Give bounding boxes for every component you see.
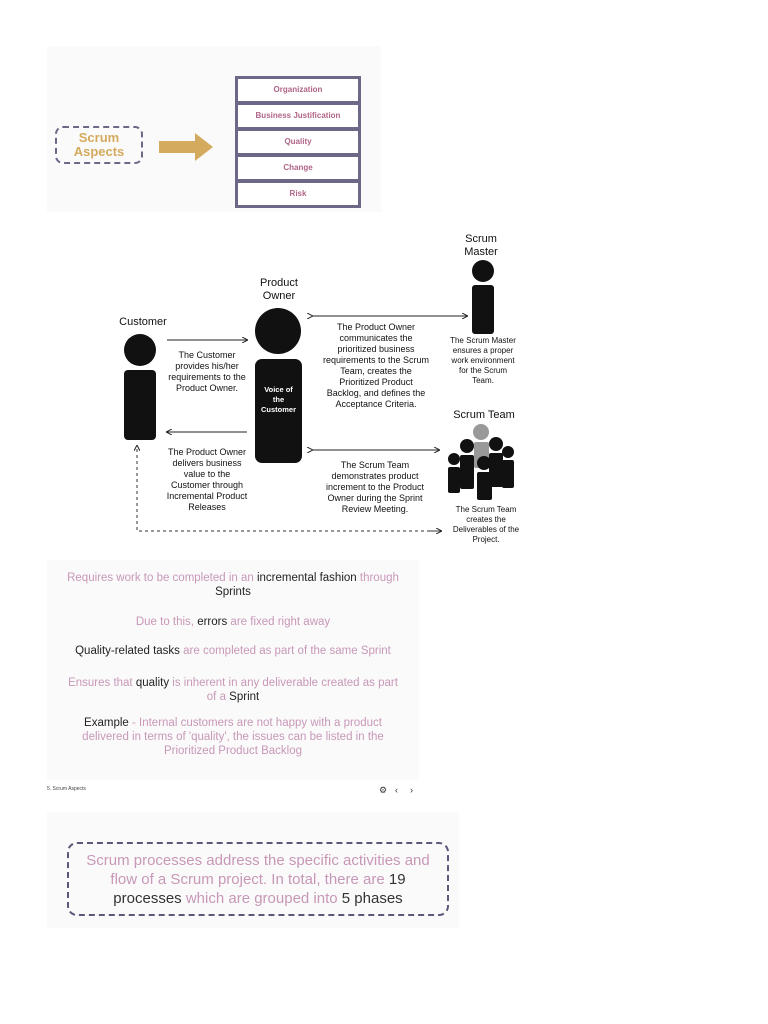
text-line: Deliverables of the [452,525,520,534]
text-span: is inherent in any deliverable created as part [169,677,398,689]
customer-to-po-text [155,350,259,394]
text-line: provides his/her [175,361,239,371]
text-line: prioritized business [337,344,415,354]
text-line: Review Meeting. [341,504,409,514]
aspect-business-justification: Business Justification [235,102,361,130]
aspect-change: Change [235,154,361,182]
scrum-aspects-figure [47,46,381,212]
scrum-processes-slide [47,812,459,928]
scrum-master-title [450,233,512,259]
text-line: delivers business [172,458,242,468]
text-span: through [356,572,399,584]
text-line: Backlog, and defines the [326,388,426,398]
text-span: quality [135,677,170,689]
text-line: Team. [472,376,494,385]
product-owner-title-line1: Product [260,277,298,289]
scrum-master-title-line1: Scrum [465,233,497,245]
scrum-team-title: Scrum Team [453,409,515,421]
scrum-master-figure [472,260,494,334]
voice-of-customer-label [255,385,302,415]
text-span: Due to this, [135,616,198,628]
text-line: Releases [188,502,226,512]
quality-line-example [57,716,409,758]
quality-line-incremental [57,571,409,599]
processes-line2 [86,870,429,889]
text-line: Project. [472,535,500,544]
text-span: delivered in terms of 'quality', the issues can be listed in the [82,731,384,743]
text-line: Product Owner. [175,383,239,393]
aspect-quality: Quality [235,128,361,156]
po-to-team-text [313,322,439,410]
text-line: Owner during the Sprint [327,493,423,503]
text-line: The Scrum Team [455,505,517,514]
scrum-aspects-label-line1: Scrum [78,130,120,145]
voice-line2: the [272,395,285,404]
product-owner-title-line2: Owner [262,290,296,302]
quality-line-errors [57,615,409,629]
chevron-right-icon[interactable]: › [410,785,413,795]
text-span: - Internal customers are not happy with a product [128,717,382,729]
text-line: value to the [183,469,231,479]
text-line: communicates the [339,333,413,343]
scrum-roles-diagram [47,224,551,559]
text-line: Customer through [170,480,244,490]
po-to-customer-text [153,447,261,513]
text-line: Incremental Product [166,491,248,501]
text-span: 5 phases [341,889,403,907]
text-line: increment to the Product [325,482,425,492]
text-line: requirements to the [168,372,246,382]
text-span: errors [197,616,228,628]
text-line: The Scrum Master [450,336,516,345]
text-line: requirements to the Scrum [322,355,430,365]
text-span: flow of a Scrum project. In total, there are [110,870,389,888]
processes-line1: Scrum processes address the specific activities and [86,851,430,869]
text-span: Example [84,717,129,729]
text-line: Acceptance Criteria. [335,399,417,409]
chevron-left-icon[interactable]: ‹ [395,785,398,795]
voice-line3: Customer [260,405,296,414]
text-span: Prioritized Product Backlog [163,745,303,757]
text-span: Sprint [229,691,260,703]
customer-figure [124,334,156,440]
scrum-aspects-label [55,126,143,164]
text-span: Ensures that [68,677,136,689]
text-line: The Product Owner [336,322,416,332]
text-line: work environment [451,356,515,365]
aspect-risk: Risk [235,180,361,208]
text-span: incremental fashion [256,572,357,584]
scrum-aspects-label-line2: Aspects [73,144,125,159]
slide-name: 5. Scrum Aspects [47,786,86,792]
scrum-master-desc [443,336,523,386]
text-span: processes [113,889,182,907]
text-span: are completed as part of the same Sprint [179,645,391,657]
text-line: demonstrates product [331,471,419,481]
slide-footer [47,784,419,798]
text-span: Quality-related tasks [75,645,180,657]
aspects-list [235,76,361,208]
processes-callout [67,842,449,916]
text-line: ensures a proper [452,346,514,355]
text-span: which are grouped into [181,889,342,907]
gear-icon[interactable]: ⚙ [379,785,388,795]
scrum-team-desc [443,505,529,545]
quality-line-tasks [57,644,409,658]
customer-title: Customer [119,316,167,328]
voice-line1: Voice of [264,385,293,394]
text-line: creates the [466,515,506,524]
text-span: Requires work to be completed in an [67,572,257,584]
text-span: Sprints [215,586,251,598]
aspect-organization: Organization [235,76,361,104]
text-line: Team, creates the [340,366,412,376]
text-span: 19 [388,870,406,888]
text-line: The Scrum Team [340,460,410,470]
text-line: The Customer [178,350,236,360]
scrum-team-figure [448,424,514,500]
text-span: are fixed right away [227,616,331,628]
scrum-master-title-line2: Master [464,246,498,258]
product-owner-title [248,277,310,303]
team-to-po-text [313,460,437,515]
right-arrow-icon [159,132,215,162]
text-line: Prioritized Product [339,377,413,387]
text-line: for the Scrum [458,366,507,375]
quality-aspect-slide [47,560,419,780]
text-span: of a [206,691,230,703]
processes-line3 [86,889,429,908]
quality-line-inherent [57,676,409,704]
text-line: The Product Owner [167,447,247,457]
